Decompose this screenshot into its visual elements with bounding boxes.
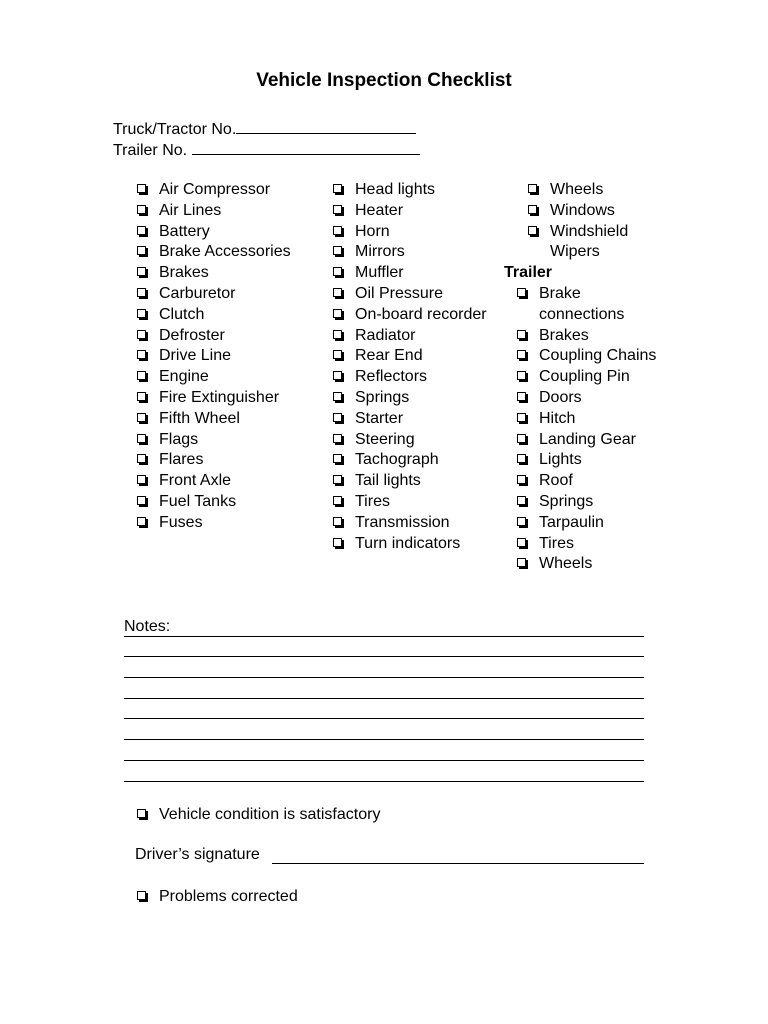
- checkbox[interactable]: [333, 496, 342, 505]
- checklist-item-label: Battery: [159, 222, 210, 240]
- checklist-item: [333, 201, 493, 222]
- notes-line[interactable]: [124, 636, 644, 637]
- checklist-item: [333, 305, 493, 326]
- checkbox[interactable]: [137, 288, 146, 297]
- checklist-item-label: Mirrors: [355, 243, 405, 261]
- checkbox[interactable]: [333, 330, 342, 339]
- checkbox[interactable]: [137, 371, 146, 380]
- checklist-item-label: Wheels: [539, 555, 593, 573]
- checklist-item-label: Tarpaulin: [539, 513, 604, 531]
- checkbox[interactable]: [333, 371, 342, 380]
- checklist-column-3: [504, 180, 664, 575]
- condition-label: Vehicle condition is satisfactory: [159, 806, 381, 823]
- checklist-item-label: Heater: [355, 201, 404, 219]
- trailer-number-line[interactable]: [192, 140, 420, 155]
- notes-line[interactable]: [124, 760, 644, 761]
- checkbox[interactable]: [517, 538, 526, 547]
- checkbox[interactable]: [333, 350, 342, 359]
- checkbox[interactable]: [333, 413, 342, 422]
- checklist-item-label: Horn: [355, 222, 390, 240]
- checklist-item-label: Rear End: [355, 347, 423, 365]
- checkbox[interactable]: [333, 288, 342, 297]
- trailer-items: [504, 284, 664, 575]
- notes-line[interactable]: [124, 781, 644, 782]
- checklist-item: [517, 326, 664, 347]
- checkbox[interactable]: [517, 496, 526, 505]
- checklist-item: [517, 450, 664, 471]
- checkbox[interactable]: [137, 496, 146, 505]
- checklist-item-label: Flags: [159, 430, 199, 448]
- checklist-item-label: Fuel Tanks: [159, 492, 237, 510]
- checkbox[interactable]: [137, 413, 146, 422]
- checkbox[interactable]: [137, 454, 146, 463]
- checklist-item: [333, 450, 493, 471]
- checklist-item: [333, 263, 493, 284]
- checklist-item-label: Flares: [159, 451, 204, 469]
- problems-corrected-item: [137, 887, 298, 907]
- checklist-item-label: Radiator: [355, 326, 416, 344]
- checklist-item: [137, 242, 317, 263]
- checkbox[interactable]: [517, 413, 526, 422]
- checklist-item: [333, 346, 493, 367]
- checkbox[interactable]: [137, 475, 146, 484]
- checkbox[interactable]: [333, 267, 342, 276]
- checklist-item: [517, 554, 664, 575]
- checklist-item-label: Hitch: [539, 409, 576, 427]
- checklist-item-label: Front Axle: [159, 472, 232, 490]
- checklist-item: [137, 326, 317, 347]
- checkbox[interactable]: [517, 350, 526, 359]
- notes-line[interactable]: [124, 698, 644, 699]
- checkbox[interactable]: [517, 558, 526, 567]
- checklist-column-2: [333, 180, 493, 554]
- checkbox[interactable]: [333, 184, 342, 193]
- truck-number-line[interactable]: [236, 119, 416, 134]
- checkbox[interactable]: [333, 538, 342, 547]
- checkbox[interactable]: [137, 392, 146, 401]
- checklist-item: [137, 305, 317, 326]
- checklist-item-label: Tires: [539, 534, 574, 552]
- checkbox[interactable]: [137, 184, 146, 193]
- condition-checkbox[interactable]: [137, 809, 146, 818]
- checkbox[interactable]: [528, 205, 537, 214]
- condition-satisfactory-item: [137, 805, 380, 825]
- checklist-column-1: [137, 180, 317, 534]
- checklist-item-label: Oil Pressure: [355, 284, 444, 302]
- checklist-item-label: Air Lines: [159, 201, 222, 219]
- checklist-item-label: Head lights: [355, 181, 436, 198]
- checklist-item: [137, 471, 317, 492]
- checkbox[interactable]: [137, 267, 146, 276]
- checklist-item-label: Lights: [539, 451, 582, 469]
- checkbox[interactable]: [333, 454, 342, 463]
- checklist-item-label: Brakes: [539, 326, 589, 344]
- checklist-item: [137, 346, 317, 367]
- signature-line[interactable]: [272, 863, 644, 864]
- signature-label: Driver’s signature: [135, 846, 260, 863]
- checkbox[interactable]: [333, 517, 342, 526]
- checklist-item-label: Fuses: [159, 513, 203, 531]
- checklist-item-label: Windows: [550, 201, 615, 219]
- checkbox[interactable]: [517, 434, 526, 443]
- checkbox[interactable]: [517, 330, 526, 339]
- checklist-item: [333, 242, 493, 263]
- checkbox[interactable]: [137, 309, 146, 318]
- checklist-item: [333, 284, 493, 305]
- checklist-item-label: Landing Gear: [539, 430, 636, 448]
- checkbox[interactable]: [517, 454, 526, 463]
- notes-label: Notes:: [124, 618, 171, 635]
- checklist-item: [528, 222, 664, 264]
- checkbox[interactable]: [333, 205, 342, 214]
- checklist-item: [137, 513, 317, 534]
- truck-number-field: [113, 119, 416, 140]
- checkbox[interactable]: [137, 517, 146, 526]
- checklist-item: [333, 367, 493, 388]
- checklist-item-label: Roof: [539, 472, 573, 490]
- checklist-item-label: Tail lights: [355, 472, 421, 490]
- checklist-item-label: Fire Extinguisher: [159, 388, 280, 406]
- checklist-item: [137, 388, 317, 409]
- checklist-item: [517, 534, 664, 555]
- checklist-item: [137, 492, 317, 513]
- trailer-number-field: [113, 140, 420, 161]
- checklist-item: [517, 284, 664, 326]
- checklist-item: [517, 513, 664, 534]
- checklist-item: [333, 492, 493, 513]
- column-3-items: [504, 180, 664, 263]
- checklist-item: [333, 222, 493, 243]
- checklist-item-label: Air Compressor: [159, 181, 271, 198]
- checklist-item-label: Defroster: [159, 326, 225, 344]
- checkbox[interactable]: [137, 434, 146, 443]
- checklist-item-label: Engine: [159, 368, 209, 386]
- page-title: Vehicle Inspection Checklist: [256, 70, 512, 91]
- checklist-item: [517, 430, 664, 451]
- checklist-item-label: Fifth Wheel: [159, 409, 240, 427]
- checklist-item-label: Wheels: [550, 181, 604, 198]
- checklist-item-label: Springs: [355, 388, 410, 406]
- checklist-item: [517, 409, 664, 430]
- checklist-item: [333, 513, 493, 534]
- checklist-item: [333, 326, 493, 347]
- checklist-item: [137, 263, 317, 284]
- checklist-item: [517, 388, 664, 409]
- checkbox[interactable]: [333, 392, 342, 401]
- corrected-label: Problems corrected: [159, 888, 298, 905]
- checkbox[interactable]: [517, 288, 526, 297]
- checklist-item: [137, 450, 317, 471]
- trailer-number-label: Trailer No.: [113, 142, 188, 159]
- checklist-item: [528, 180, 664, 201]
- checkbox[interactable]: [333, 475, 342, 484]
- checklist-item: [333, 430, 493, 451]
- checklist-item: [137, 367, 317, 388]
- checklist-item-label: Springs: [539, 492, 594, 510]
- corrected-checkbox[interactable]: [137, 891, 146, 900]
- checklist-item-label: Reflectors: [355, 368, 428, 386]
- checkbox[interactable]: [333, 246, 342, 255]
- checklist-item-label: Carburetor: [159, 284, 236, 302]
- checklist-item-label: Windshield Wipers: [550, 222, 629, 261]
- checklist-item-label: Clutch: [159, 305, 205, 323]
- checklist-item-label: Tires: [355, 492, 390, 510]
- checkbox[interactable]: [137, 226, 146, 235]
- checklist-item-label: On-board recorder: [355, 305, 487, 323]
- checklist-item: [517, 346, 664, 367]
- checkbox[interactable]: [528, 184, 537, 193]
- notes-line[interactable]: [124, 656, 644, 657]
- checkbox[interactable]: [137, 350, 146, 359]
- checklist-item: [333, 409, 493, 430]
- notes-line[interactable]: [124, 739, 644, 740]
- checklist-item: [333, 471, 493, 492]
- checkbox[interactable]: [333, 309, 342, 318]
- checkbox[interactable]: [517, 517, 526, 526]
- checklist-item-label: Coupling Chains: [539, 347, 657, 365]
- checklist-item: [137, 201, 317, 222]
- checklist-item: [517, 492, 664, 513]
- checkbox[interactable]: [137, 330, 146, 339]
- checklist-item-label: Brake connections: [539, 284, 625, 323]
- checklist-item-label: Drive Line: [159, 347, 232, 365]
- checkbox[interactable]: [517, 392, 526, 401]
- notes-line[interactable]: [124, 718, 644, 719]
- checkbox[interactable]: [517, 475, 526, 484]
- checklist-item: [528, 201, 664, 222]
- trailer-heading: Trailer: [504, 264, 553, 282]
- checklist-item-label: Coupling Pin: [539, 368, 630, 386]
- checkbox[interactable]: [333, 226, 342, 235]
- checkbox[interactable]: [137, 246, 146, 255]
- checklist-item-label: Steering: [355, 430, 415, 448]
- checklist-item: [137, 430, 317, 451]
- checklist-item: [333, 388, 493, 409]
- checklist-item-label: Brake Accessories: [159, 243, 291, 261]
- checklist-item: [137, 409, 317, 430]
- checklist-item-label: Tachograph: [355, 451, 439, 469]
- checklist-item: [333, 180, 493, 201]
- checklist-item: [137, 222, 317, 243]
- checklist-item-label: Transmission: [355, 513, 450, 531]
- checkbox[interactable]: [333, 434, 342, 443]
- checklist-item: [517, 471, 664, 492]
- checklist-item: [137, 284, 317, 305]
- checklist-item: [517, 367, 664, 388]
- checklist-item-label: Muffler: [355, 264, 404, 282]
- checkbox[interactable]: [137, 205, 146, 214]
- checklist-item-label: Turn indicators: [355, 534, 461, 552]
- truck-number-label: Truck/Tractor No.: [113, 121, 237, 138]
- checkbox[interactable]: [517, 371, 526, 380]
- checklist-item-label: Doors: [539, 388, 582, 406]
- checklist-item: [333, 534, 493, 555]
- checklist-item-label: Starter: [355, 409, 404, 427]
- checkbox[interactable]: [528, 226, 537, 235]
- checklist-item-label: Brakes: [159, 264, 209, 282]
- checklist-item: [137, 180, 317, 201]
- notes-line[interactable]: [124, 677, 644, 678]
